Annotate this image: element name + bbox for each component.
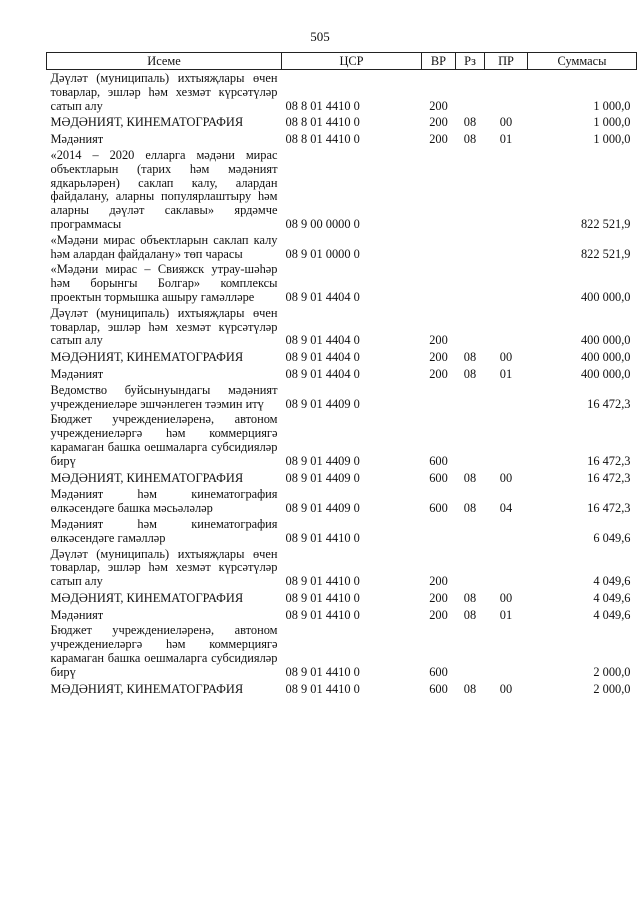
table-header xyxy=(47,53,637,70)
row-vr: 200 xyxy=(429,607,448,622)
row-rz: 08 xyxy=(463,607,477,622)
row-pr xyxy=(485,305,528,348)
row-pr xyxy=(485,411,528,468)
table-row xyxy=(47,232,637,262)
row-rz: 08 xyxy=(463,681,477,696)
row-vr: 600 xyxy=(429,453,448,468)
row-vr: 600 xyxy=(429,501,448,516)
row-rz xyxy=(456,622,485,679)
table-row xyxy=(47,516,637,546)
row-pr: 04 xyxy=(499,501,513,516)
row-sum: 16 472,3 xyxy=(587,453,631,468)
table-row xyxy=(47,131,637,147)
row-csr: 08 9 01 4410 0 xyxy=(285,530,360,545)
row-csr: 08 9 01 4409 0 xyxy=(285,453,360,468)
header-vr: ВР xyxy=(422,53,456,70)
row-pr xyxy=(485,232,528,262)
row-csr: 08 9 01 4410 0 xyxy=(285,590,360,605)
table-row xyxy=(47,382,637,412)
row-rz xyxy=(456,411,485,468)
row-csr: 08 9 01 4410 0 xyxy=(285,664,360,679)
row-name: «Мәдәни мирас объектларын саклап калу һәм алардан файдалану» төп чарасы xyxy=(50,232,278,261)
row-vr: 200 xyxy=(429,350,448,365)
row-sum: 16 472,3 xyxy=(587,396,631,411)
row-rz xyxy=(456,546,485,589)
row-pr: 00 xyxy=(499,350,513,365)
row-csr: 08 9 00 0000 0 xyxy=(285,216,360,231)
row-sum: 400 000,0 xyxy=(580,333,631,348)
row-pr xyxy=(485,261,528,304)
row-name: Бюджет учреждениеләренә, автоном учреждениеләргә һәм коммерциягә карамаган башка оешмаларга субсидияләр бирү xyxy=(50,623,278,679)
row-vr: 200 xyxy=(429,366,448,381)
row-name: Мәдәният xyxy=(50,366,104,381)
row-sum: 4 049,6 xyxy=(593,590,631,605)
table-row xyxy=(47,366,637,382)
row-sum: 1 000,0 xyxy=(593,98,631,113)
row-vr: 600 xyxy=(429,664,448,679)
table-row xyxy=(47,486,637,516)
row-rz xyxy=(456,382,485,412)
row-rz xyxy=(456,261,485,304)
row-sum: 400 000,0 xyxy=(580,350,631,365)
row-csr: 08 9 01 0000 0 xyxy=(285,246,360,261)
row-name: МӘДӘНИЯТ, КИНЕМАТОГРАФИЯ xyxy=(50,115,244,130)
row-sum: 400 000,0 xyxy=(580,366,631,381)
table-row xyxy=(47,261,637,304)
row-vr xyxy=(422,232,456,262)
table-row xyxy=(47,305,637,348)
row-name: Мәдәният xyxy=(50,607,104,622)
row-vr: 200 xyxy=(429,98,448,113)
row-csr: 08 9 01 4409 0 xyxy=(285,501,360,516)
row-vr: 600 xyxy=(429,681,448,696)
row-pr: 01 xyxy=(499,366,513,381)
table-body xyxy=(47,70,637,698)
row-vr: 200 xyxy=(429,333,448,348)
row-rz: 08 xyxy=(463,350,477,365)
header-pr: ПР xyxy=(485,53,528,70)
row-rz: 08 xyxy=(463,115,477,130)
row-csr: 08 8 01 4410 0 xyxy=(285,98,360,113)
row-pr xyxy=(485,70,528,114)
row-pr xyxy=(485,516,528,546)
row-pr: 01 xyxy=(499,607,513,622)
row-vr xyxy=(422,516,456,546)
row-sum: 16 472,3 xyxy=(587,470,631,485)
row-sum: 1 000,0 xyxy=(593,115,631,130)
table-row xyxy=(47,469,637,487)
header-name: Исеме xyxy=(47,53,282,70)
table-row xyxy=(47,70,637,114)
row-pr: 00 xyxy=(499,681,513,696)
row-pr: 00 xyxy=(499,590,513,605)
row-csr: 08 8 01 4410 0 xyxy=(285,115,360,130)
row-rz xyxy=(456,232,485,262)
row-name: Дәүләт (муниципаль) ихтыяҗлары өчен товарлар, эшләр һәм хезмәт күрсәтүләр сатып алу xyxy=(50,71,278,113)
row-sum: 16 472,3 xyxy=(587,501,631,516)
row-rz: 08 xyxy=(463,501,477,516)
row-vr: 200 xyxy=(429,132,448,147)
row-name: МӘДӘНИЯТ, КИНЕМАТОГРАФИЯ xyxy=(50,470,244,485)
row-rz xyxy=(456,147,485,232)
row-vr: 200 xyxy=(429,115,448,130)
row-name: Мәдәният xyxy=(50,132,104,147)
row-name: МӘДӘНИЯТ, КИНЕМАТОГРАФИЯ xyxy=(50,590,244,605)
row-rz xyxy=(456,70,485,114)
row-pr: 01 xyxy=(499,132,513,147)
row-name: Дәүләт (муниципаль) ихтыяҗлары өчен товарлар, эшләр һәм хезмәт күрсәтүләр сатып алу xyxy=(50,305,278,348)
row-sum: 2 000,0 xyxy=(593,664,631,679)
row-vr xyxy=(422,382,456,412)
row-name: «2014 – 2020 елларга мәдәни мирас объектларын (тарих һәм мәдәният ядкарьләрен) саклап калу, алардан файдалану, аларны популярлаштыру һәм аларны дәүләт саклавы» ярдәмче программасы xyxy=(50,147,278,231)
row-rz: 08 xyxy=(463,470,477,485)
row-name: Дәүләт (муниципаль) ихтыяҗлары өчен товарлар, эшләр һәм хезмәт күрсәтүләр сатып алу xyxy=(50,546,278,589)
table-row xyxy=(47,411,637,468)
row-sum: 822 521,9 xyxy=(580,246,631,261)
row-name: Ведомство буйсынуындагы мәдәният учреждениеләре эшчәнлеген тәэмин итү xyxy=(50,382,278,411)
row-sum: 4 049,6 xyxy=(593,574,631,589)
table-row xyxy=(47,113,637,131)
row-rz: 08 xyxy=(463,132,477,147)
row-sum: 2 000,0 xyxy=(593,681,631,696)
row-csr: 08 9 01 4410 0 xyxy=(285,681,360,696)
table-row xyxy=(47,546,637,589)
row-name: Мәдәният һәм кинематография өлкәсендәге башка мәсьәләләр xyxy=(50,487,278,516)
row-vr xyxy=(422,261,456,304)
row-rz: 08 xyxy=(463,366,477,381)
row-pr: 00 xyxy=(499,115,513,130)
row-vr xyxy=(422,147,456,232)
row-name: МӘДӘНИЯТ, КИНЕМАТОГРАФИЯ xyxy=(50,350,244,365)
budget-table xyxy=(46,52,637,697)
row-rz xyxy=(456,516,485,546)
table-row xyxy=(47,147,637,232)
table-row xyxy=(47,607,637,623)
row-csr: 08 9 01 4404 0 xyxy=(285,333,360,348)
table-row xyxy=(47,680,637,698)
row-pr: 00 xyxy=(499,470,513,485)
row-sum: 4 049,6 xyxy=(593,607,631,622)
page-number: 505 xyxy=(310,29,330,44)
row-csr: 08 9 01 4409 0 xyxy=(285,470,360,485)
row-rz: 08 xyxy=(463,590,477,605)
row-sum: 400 000,0 xyxy=(580,289,631,304)
row-vr: 200 xyxy=(429,590,448,605)
table-row xyxy=(47,622,637,679)
row-pr xyxy=(485,382,528,412)
row-csr: 08 9 01 4404 0 xyxy=(285,366,360,381)
row-csr: 08 9 01 4410 0 xyxy=(285,574,360,589)
header-sum: Суммасы xyxy=(528,53,637,70)
table-row xyxy=(47,589,637,607)
header-csr: ЦСР xyxy=(282,53,422,70)
row-csr: 08 8 01 4410 0 xyxy=(285,132,360,147)
row-rz xyxy=(456,305,485,348)
row-pr xyxy=(485,622,528,679)
row-sum: 6 049,6 xyxy=(593,530,631,545)
table-row xyxy=(47,348,637,366)
row-csr: 08 9 01 4410 0 xyxy=(285,607,360,622)
row-csr: 08 9 01 4404 0 xyxy=(285,289,360,304)
row-name: Мәдәният һәм кинематография өлкәсендәге гамәлләр xyxy=(50,516,278,545)
row-vr: 200 xyxy=(429,574,448,589)
row-pr xyxy=(485,147,528,232)
row-pr xyxy=(485,546,528,589)
row-name: МӘДӘНИЯТ, КИНЕМАТОГРАФИЯ xyxy=(50,681,244,696)
row-name: «Мәдәни мирас – Свияжск утрау-шәһәр һәм борынгы Болгар» комплексы проектын тормышка ашыру гамәлләре xyxy=(50,262,278,304)
row-vr: 600 xyxy=(429,470,448,485)
row-name: Бюджет учреждениеләренә, автоном учреждениеләргә һәм коммерциягә карамаган башка оешмаларга субсидияләр бирү xyxy=(50,412,278,468)
row-sum: 822 521,9 xyxy=(580,216,631,231)
row-csr: 08 9 01 4404 0 xyxy=(285,350,360,365)
row-sum: 1 000,0 xyxy=(593,132,631,147)
header-rz: Рз xyxy=(456,53,485,70)
row-csr: 08 9 01 4409 0 xyxy=(285,396,360,411)
